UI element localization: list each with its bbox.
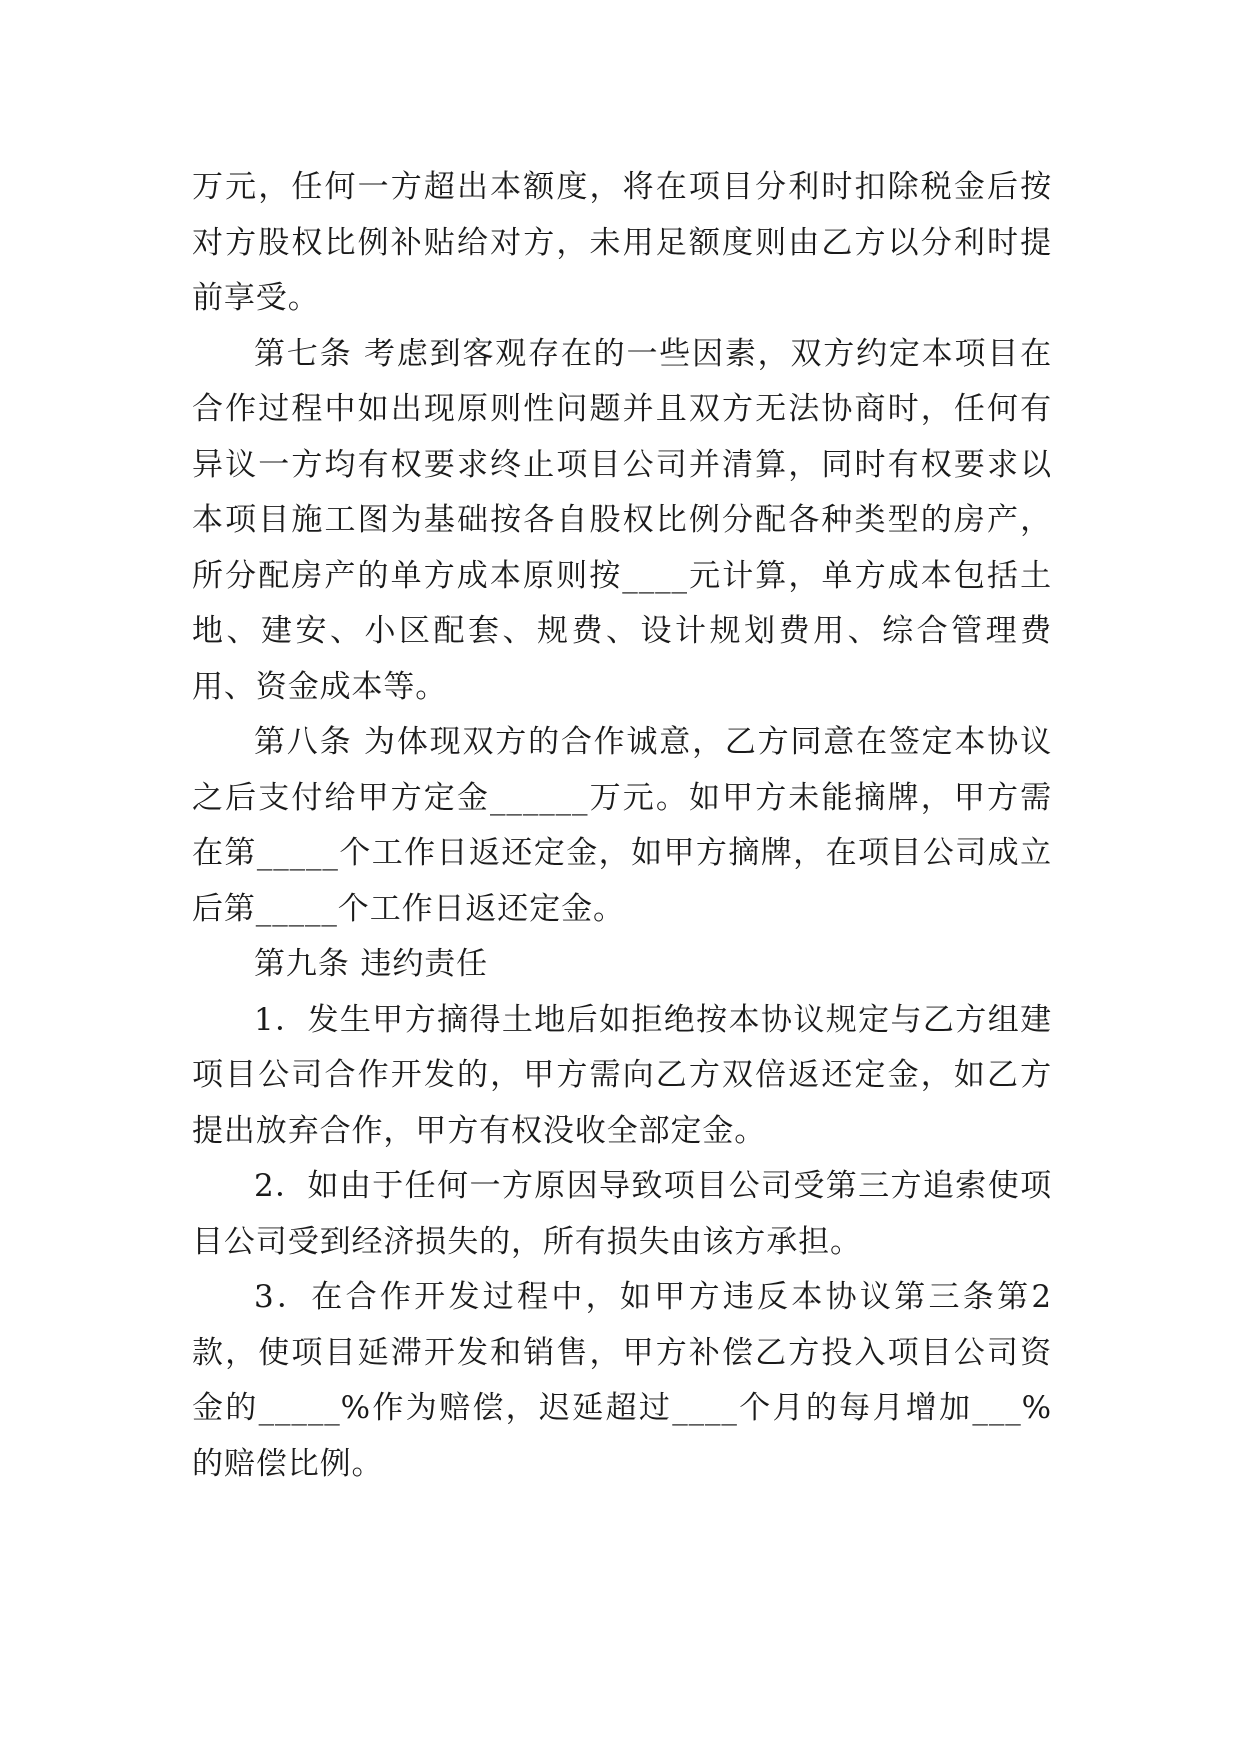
paragraph-clause-2: 2．如由于任何一方原因导致项目公司受第三方追索使项目公司受到经济损失的，所有损失由该方承担。: [192, 1168, 1052, 1260]
paragraph-article-9-heading: 第九条 违约责任: [254, 946, 489, 982]
paragraph-article-8: 第八条 为体现双方的合作诚意，乙方同意在签定本协议之后支付给甲方定金______万元。如甲方未能摘牌，甲方需在第_____个工作日返还定金，如甲方摘牌，在项目公司成立后第_____个工作日返还定金。: [192, 724, 1052, 927]
paragraph-clause-1: 1．发生甲方摘得土地后如拒绝按本协议规定与乙方组建项目公司合作开发的，甲方需向乙方双倍返还定金，如乙方提出放弃合作，甲方有权没收全部定金。: [192, 1001, 1052, 1149]
paragraph-clause-3: 3．在合作开发过程中，如甲方违反本协议第三条第2款，使项目延滞开发和销售，甲方补偿乙方投入项目公司资金的_____%作为赔偿，迟延超过____个月的每月增加___%的赔偿比例。: [192, 1279, 1052, 1482]
paragraph-article-7: 第七条 考虑到客观存在的一些因素，双方约定本项目在合作过程中如出现原则性问题并且双方无法协商时，任何有异议一方均有权要求终止项目公司并清算，同时有权要求以本项目施工图为基础按各自股权比例分配各种类型的房产，所分配房产的单方成本原则按____元计算，单方成本包括土地、建安、小区配套、规费、设计规划费用、综合管理费用、资金成本等。: [192, 335, 1052, 705]
paragraph-continuation: 万元，任何一方超出本额度，将在项目分利时扣除税金后按对方股权比例补贴给对方，未用足额度则由乙方以分利时提前享受。: [192, 169, 1052, 316]
document-body: [192, 160, 1052, 1492]
